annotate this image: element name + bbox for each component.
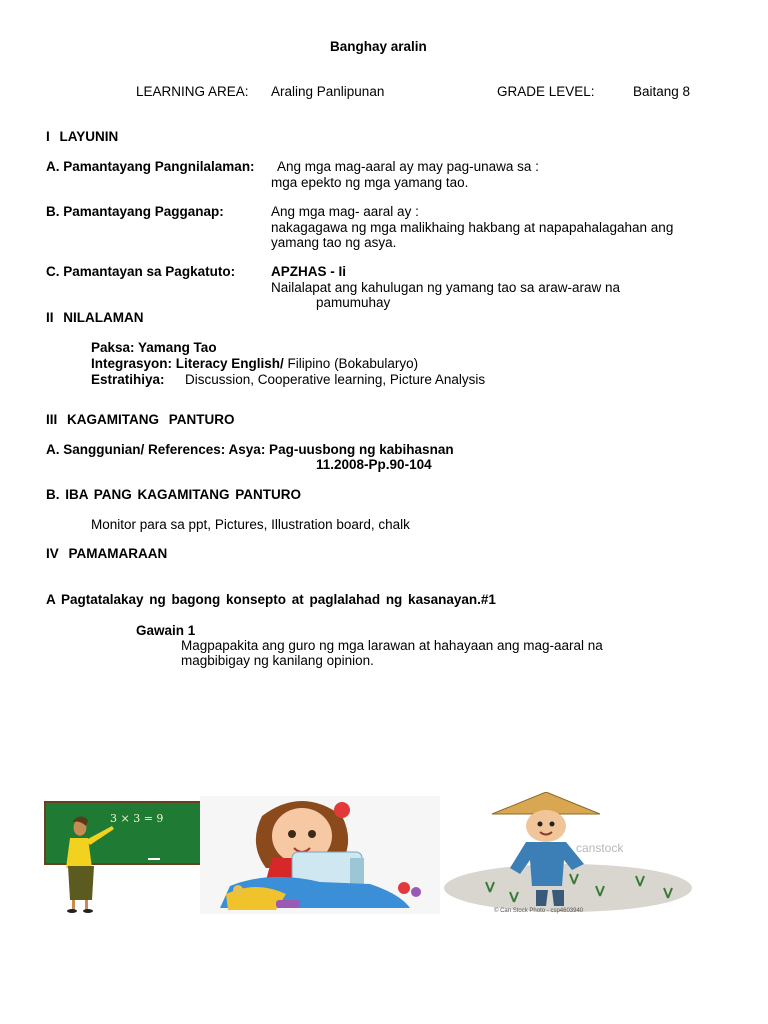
gawain-line-1: Magpapakita ang guro ng mga larawan at hahayaan ang mag-aaral na xyxy=(181,638,603,653)
sanggunian-line-2: 11.2008-Pp.90-104 xyxy=(316,457,432,472)
learning-area-value: Araling Panlipunan xyxy=(271,84,385,99)
kagamitang-list: Monitor para sa ppt, Pictures, Illustration board, chalk xyxy=(91,517,410,532)
section-kagamitang-heading: III KAGAMITANG PANTURO xyxy=(46,412,235,427)
integrasyon-line xyxy=(91,356,418,372)
grade-level-label: GRADE LEVEL: xyxy=(497,84,595,99)
pagganap-line-2: nakagagawa ng mga malikhaing hakbang at napapahalagahan ang xyxy=(271,220,674,235)
learning-area-label: LEARNING AREA: xyxy=(136,84,249,99)
iba-pang-kagamitang-heading: B. IBA PANG KAGAMITANG PANTURO xyxy=(46,487,301,502)
pagtatalakay-line: A Pagtatalakay ng bagong konsepto at paglalahad ng kasanayan.#1 xyxy=(46,592,496,607)
grade-level-value: Baitang 8 xyxy=(633,84,691,99)
farmer-image xyxy=(440,792,694,916)
pagkatuto-line-2: pamumuhay xyxy=(316,295,391,310)
pangnilalaman-line-2: mga epekto ng mga yamang tao. xyxy=(271,175,469,190)
estratihiya-label: Estratihiya: xyxy=(91,372,165,387)
board-equation: 3 × 3 = 9 xyxy=(110,812,164,825)
section-pamamaraan-heading: IV PAMAMARAAN xyxy=(46,546,168,561)
pamantayan-sa-pagkatuto-label: C. Pamantayan sa Pagkatuto: xyxy=(46,264,236,279)
pagkatuto-code: APZHAS - Ii xyxy=(271,264,347,279)
integrasyon-label: Integrasyon: Literacy English/ xyxy=(91,356,284,371)
watermark: canstock xyxy=(576,841,624,855)
pamantayang-pangnilalaman-label: A. Pamantayang Pangnilalaman: xyxy=(46,159,255,174)
sanggunian-line-1: A. Sanggunian/ References: Asya: Pag-uusbong ng kabihasnan xyxy=(46,442,454,457)
teacher-chalkboard-image xyxy=(44,800,218,916)
pamantayang-pagganap-label: B. Pamantayang Pagganap: xyxy=(46,204,224,219)
paksa-line: Paksa: Yamang Tao xyxy=(91,340,217,355)
pagganap-line-3: yamang tao ng asya. xyxy=(271,235,397,250)
document-title: Banghay aralin xyxy=(330,39,427,54)
gawain-line-2: magbibigay ng kanilang opinion. xyxy=(181,653,374,668)
integrasyon-value: Filipino (Bokabularyo) xyxy=(283,356,419,371)
pagganap-line-1: Ang mga mag- aaral ay : xyxy=(271,204,419,219)
seamstress-image xyxy=(200,796,450,914)
estratihiya-value: Discussion, Cooperative learning, Picture Analysis xyxy=(185,372,486,387)
gawain-label: Gawain 1 xyxy=(136,623,196,638)
image-credit: © Can Stock Photo - csp4603940 xyxy=(494,908,584,914)
section-nilalaman-heading: II NILALAMAN xyxy=(46,310,144,325)
pagkatuto-line-1: Nailalapat ang kahulugan ng yamang tao sa araw-araw na xyxy=(271,280,620,295)
section-layunin-heading: I LAYUNIN xyxy=(46,129,119,144)
pangnilalaman-line-1: Ang mga mag-aaral ay may pag-unawa sa : xyxy=(277,159,539,174)
